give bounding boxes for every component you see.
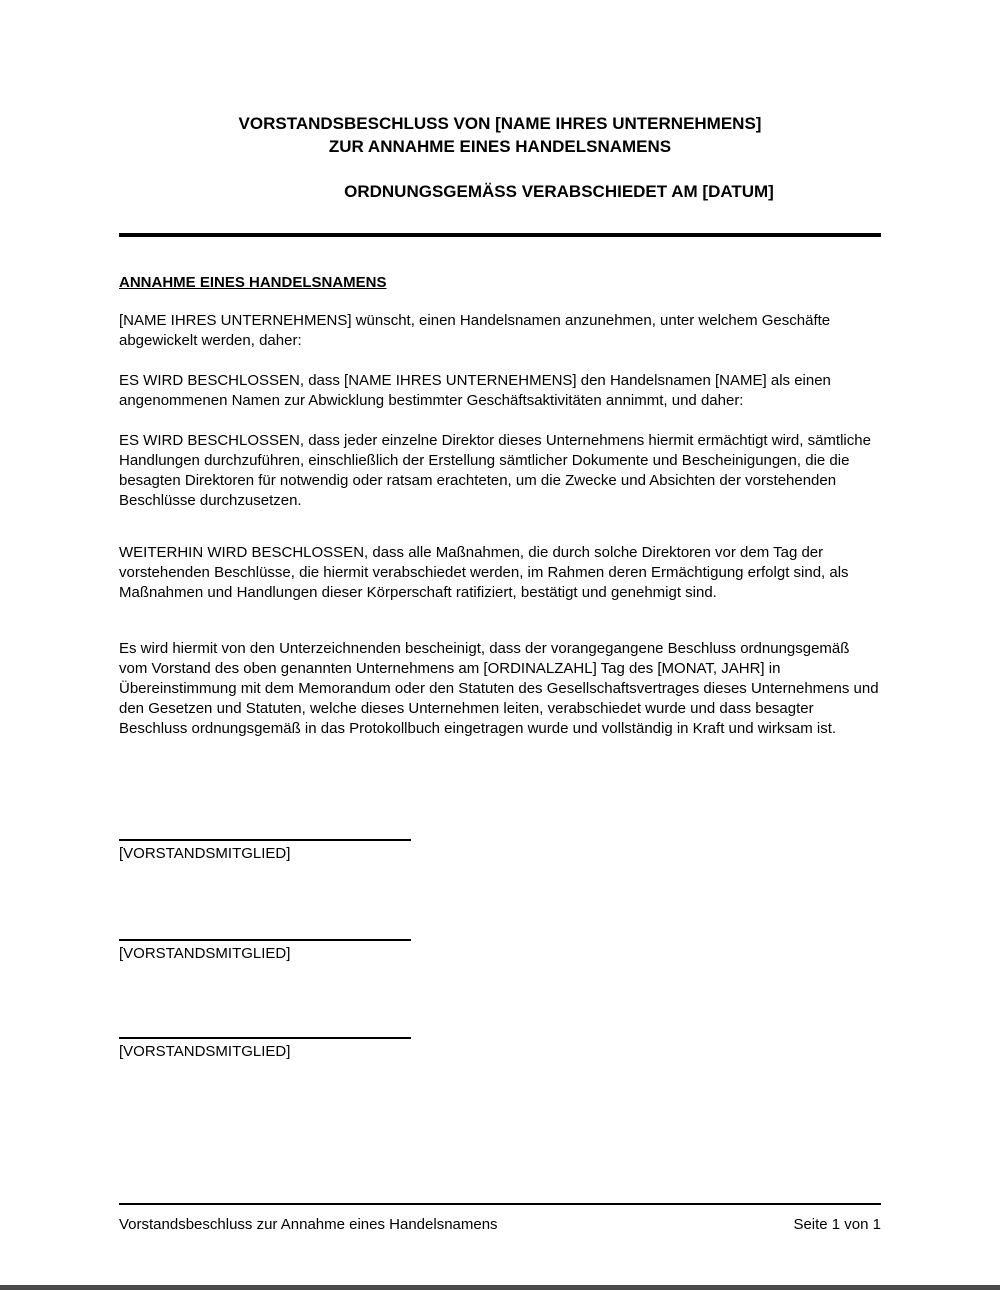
footer-page-number: Seite 1 von 1 [793, 1216, 881, 1233]
paragraph-resolution-1: ES WIRD BESCHLOSSEN, dass [NAME IHRES UNTERNEHMENS] den Handelsnamen [NAME] als einen angenommenen Namen zur Abwicklung bestimmter Geschäftsaktivitäten annimmt, und daher: [119, 372, 831, 409]
footer-document-name: Vorstandsbeschluss zur Annahme eines Handelsnamens [119, 1216, 498, 1233]
paragraph-recital: [NAME IHRES UNTERNEHMENS] wünscht, einen Handelsnamen anzunehmen, unter welchem Geschäfte abgewickelt werden, daher: [119, 312, 831, 349]
signature-block [119, 939, 881, 964]
signature-block [119, 839, 881, 864]
document-title [119, 112, 881, 158]
paragraph-resolution-3: WEITERHIN WIRD BESCHLOSSEN, dass alle Maßnahmen, die durch solche Direktoren vor dem Tag der vorstehenden Beschlüsse, die hiermit verabschiedet werden, im Rahmen deren Ermächtigung erfolgt sind, als Maßnahmen und Handlungen dieser Körperschaft ratifiziert, bestätigt und genehmigt sind. [119, 544, 849, 601]
document-subtitle: ORDNUNGSGEMÄSS VERABSCHIEDET AM [DATUM] [344, 182, 774, 201]
signature-line [119, 839, 411, 841]
document-title-line1: VORSTANDSBESCHLUSS VON [NAME IHRES UNTERNEHMENS] [238, 114, 762, 133]
signature-label: [VORSTANDSMITGLIED] [119, 1043, 291, 1060]
section-heading: ANNAHME EINES HANDELSNAMENS [119, 274, 387, 291]
paragraph-certification: Es wird hiermit von den Unterzeichnenden bescheinigt, dass der vorangegangene Beschluss ordnungsgemäß vom Vorstand des oben genannten Unternehmens am [ORDINALZAHL] Tag des [MONAT, JAHR] in Übereinstimmung mit dem Memorandum oder den Statuten des Gesellschaftsvertrages dieses Unternehmens und den Gesetzen und Statuten, welche dieses Unternehmen leiten, verabschiedet wurde und dass besagter Beschluss ordnungsgemäß in das Protokollbuch eingetragen wurde und vollständig in Kraft und wirksam ist. [119, 640, 879, 737]
document-title-line2: ZUR ANNAHME EINES HANDELSNAMENS [328, 137, 672, 156]
signature-line [119, 939, 411, 941]
page-footer [119, 1203, 881, 1235]
signature-label: [VORSTANDSMITGLIED] [119, 945, 291, 962]
horizontal-rule [119, 233, 881, 237]
signature-label: [VORSTANDSMITGLIED] [119, 845, 291, 862]
paragraph-resolution-2: ES WIRD BESCHLOSSEN, dass jeder einzelne Direktor dieses Unternehmens hiermit ermächtigt wird, sämtliche Handlungen durchzuführen, einschließlich der Erstellung sämtlicher Dokumente und Bescheinigungen, die die besagten Direktoren für notwendig oder ratsam erachteten, um die Zwecke und Absichten der vorstehenden Beschlüsse durchzusetzen. [119, 432, 871, 509]
page-bottom-edge [0, 1285, 1000, 1290]
signature-line [119, 1037, 411, 1039]
signature-block [119, 1037, 881, 1062]
